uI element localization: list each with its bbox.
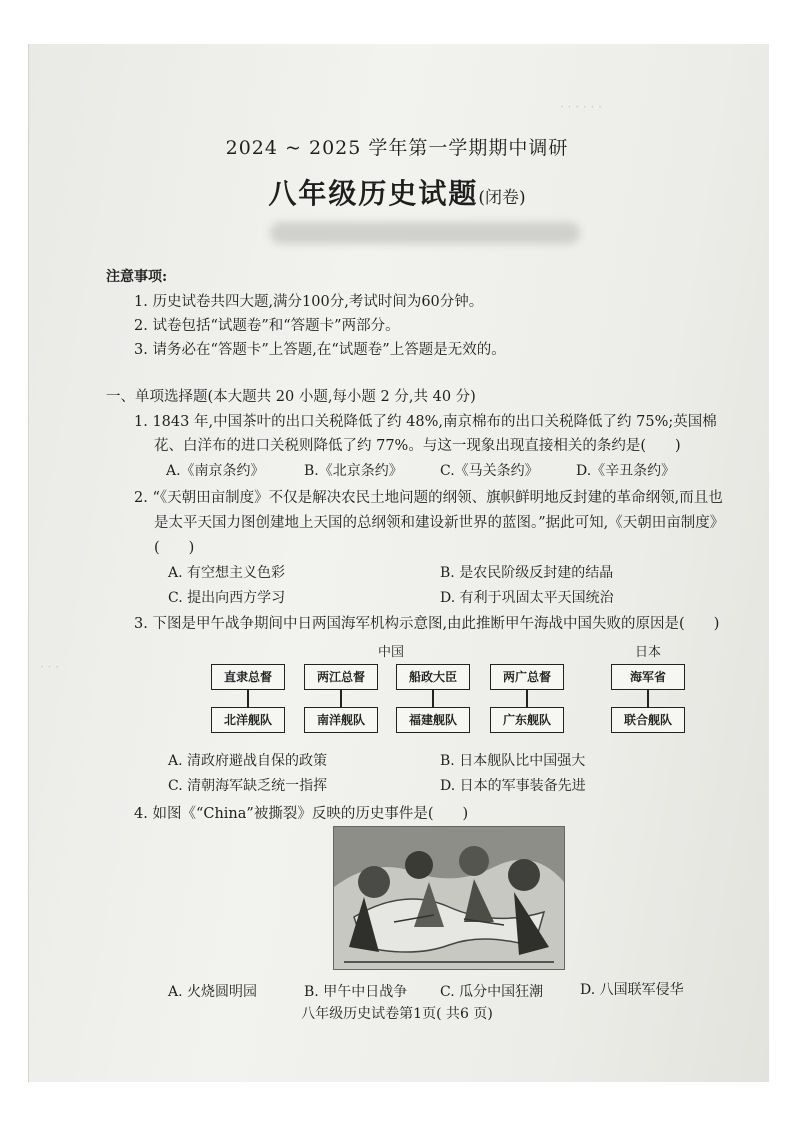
china-torn-cartoon-image [333, 826, 565, 970]
notice-heading: 注意事项: [106, 269, 168, 285]
connector-line [247, 690, 249, 708]
subject-name: 八年级历史试题 [268, 177, 479, 210]
question-2-line: 是太平天国力图创建地上天国的总纲领和建设新世界的蓝图。”据此可知,《天朝田亩制度》 [154, 515, 725, 531]
question-4-line: 4. 如图《“China”被撕裂》反映的历史事件是( ) [134, 806, 469, 822]
question-1-option-a: A.《南京条约》 [166, 463, 265, 479]
question-3-option-c: C. 清朝海军缺乏统一指挥 [168, 778, 328, 794]
question-3-option-d: D. 日本的军事装备先进 [440, 778, 586, 794]
org-box-combined-fleet: 联合舰队 [611, 707, 685, 733]
notice-item: 1. 历史试卷共四大题,满分100分,考试时间为60分钟。 [134, 294, 484, 310]
question-2-option-d: D. 有利于巩固太平天国统治 [440, 590, 614, 606]
section-heading: 一、单项选择题(本大题共 20 小题,每小题 2 分,共 40 分) [106, 389, 476, 405]
question-3-option-a: A. 清政府避战自保的政策 [168, 753, 328, 769]
question-2-option-b: B. 是农民阶级反封建的结晶 [440, 565, 614, 581]
diagram-japan-label: 日本 [635, 645, 662, 660]
connector-line [340, 690, 342, 708]
question-1-line: 1. 1843 年,中国茶叶的出口关税降低了约 48%,南京棉布的出口关税降低了约 75%;英国棉 [134, 414, 717, 430]
org-box-liangjiang-governor: 两江总督 [304, 664, 378, 690]
notice-item: 3. 请务必在“答题卡”上答题,在“试题卷”上答题是无效的。 [134, 342, 506, 358]
connector-line [432, 690, 434, 708]
question-2-option-c: C. 提出向西方学习 [168, 590, 286, 606]
notice-item: 2. 试卷包括“试题卷”和“答题卡”两部分。 [134, 318, 400, 334]
org-box-guangdong-fleet: 广东舰队 [490, 707, 564, 733]
org-box-nanyang-fleet: 南洋舰队 [304, 707, 378, 733]
question-1-option-b: B.《北京条约》 [304, 463, 403, 479]
question-2-line: ( ) [154, 540, 195, 556]
question-1-option-d: D.《辛丑条约》 [576, 463, 676, 479]
org-box-liangguang-governor: 两广总督 [490, 664, 564, 690]
question-3-option-b: B. 日本舰队比中国强大 [440, 753, 586, 769]
diagram-china-label: 中国 [378, 645, 405, 660]
closed-book-tag: (闭卷) [478, 188, 526, 208]
question-4-option-d: D. 八国联军侵华 [580, 982, 684, 998]
question-2-option-a: A. 有空想主义色彩 [168, 565, 286, 581]
page-footer: 八年级历史试卷第1页( 共6 页) [301, 1006, 493, 1022]
question-1-line: 花、白洋布的进口关税则降低了约 77%。与这一现象出现直接相关的条约是( ) [154, 438, 681, 454]
connector-line [647, 690, 649, 708]
redacted-area [270, 222, 580, 244]
bleed-through-text: · · · · · · [560, 100, 602, 114]
connector-line [526, 690, 528, 708]
bleed-through-text: · · · [40, 660, 60, 674]
question-2-line: 2. “《天朝田亩制度》不仅是解决农民土地问题的纲领、旗帜鲜明地反封建的革命纲领,而且也 [134, 490, 723, 506]
question-4-option-a: A. 火烧圆明园 [168, 984, 258, 1000]
exam-subject-title [0, 172, 794, 212]
org-box-japan-navy-ministry: 海军省 [611, 664, 685, 690]
exam-term-title: 2024 ~ 2025 学年第一学期期中调研 [225, 137, 569, 159]
org-box-zhili-governor: 直隶总督 [211, 664, 285, 690]
question-3-line: 3. 下图是甲午战争期间中日两国海军机构示意图,由此推断甲午海战中国失败的原因是( ) [134, 616, 720, 632]
org-box-beiyang-fleet: 北洋舰队 [211, 707, 285, 733]
cartoon-illustration [334, 827, 564, 969]
question-4-option-b: B. 甲午中日战争 [304, 984, 408, 1000]
question-1-option-c: C.《马关条约》 [440, 463, 539, 479]
question-4-option-c: C. 瓜分中国狂潮 [440, 984, 544, 1000]
org-box-navy-minister: 船政大臣 [396, 664, 470, 690]
org-box-fujian-fleet: 福建舰队 [396, 707, 470, 733]
